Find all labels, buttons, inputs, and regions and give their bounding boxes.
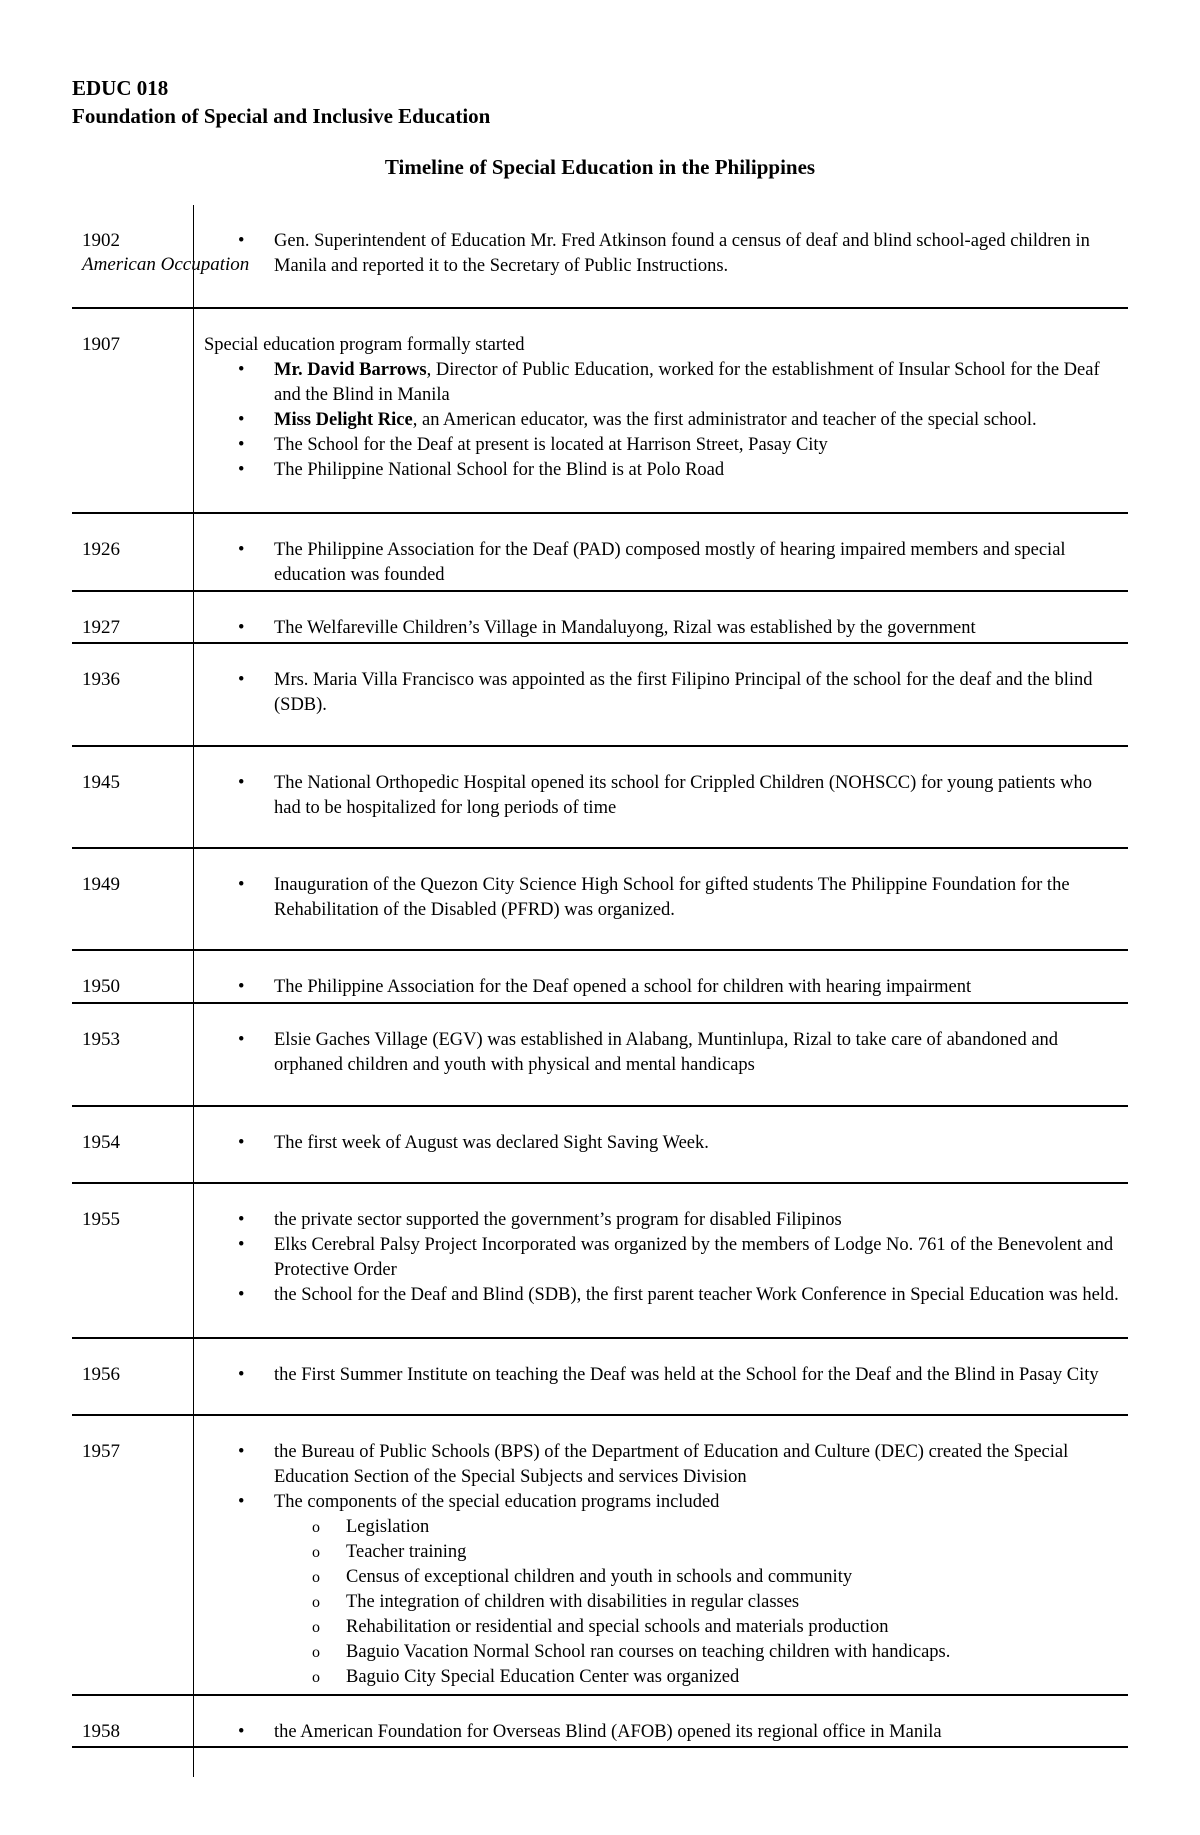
timeline-content	[204, 616, 1120, 641]
sub-list-item: o Rehabilitation or residential and special schools and materials production	[204, 1615, 1120, 1640]
sub-list-item: o Baguio Vacation Normal School ran courses on teaching children with handicaps.	[204, 1640, 1120, 1665]
timeline-row-1927	[72, 592, 1128, 644]
timeline-row-1956	[72, 1339, 1128, 1416]
list-item: • The Welfareville Children’s Village in Mandaluyong, Rizal was established by the government	[204, 616, 1120, 641]
list-item: • the private sector supported the government’s program for disabled Filipinos	[204, 1208, 1120, 1233]
timeline-row-1955	[72, 1184, 1128, 1339]
list-item: • the First Summer Institute on teaching the Deaf was held at the School for the Deaf and the Blind in Pasay City	[204, 1363, 1120, 1388]
list-item: • The Philippine Association for the Deaf opened a school for children with hearing impairment	[204, 975, 1120, 1000]
timeline-row-1958	[72, 1696, 1128, 1748]
list-item: • Elks Cerebral Palsy Project Incorporated was organized by the members of Lodge No. 761 of the Benevolent and Protective Order	[204, 1233, 1120, 1283]
list-item: • The Philippine Association for the Deaf (PAD) composed mostly of hearing impaired members and special education was founded	[204, 538, 1120, 588]
course-title: Foundation of Special and Inclusive Education	[72, 104, 491, 128]
timeline-content	[204, 333, 1120, 483]
list-item: • the Bureau of Public Schools (BPS) of the Department of Education and Culture (DEC) created the Special Education Section of the Special Subjects and services Division	[204, 1440, 1120, 1490]
timeline-year: 1902 American Occupation	[82, 230, 250, 275]
timeline-content	[204, 1131, 1120, 1156]
timeline-row-1953	[72, 1004, 1128, 1107]
timeline-row-1936	[72, 644, 1128, 747]
timeline-row-1945	[72, 747, 1128, 849]
timeline-content	[204, 538, 1120, 588]
timeline-content	[204, 1363, 1120, 1388]
timeline-year: 1958	[82, 1721, 120, 1742]
sub-list-item: o Teacher training	[204, 1540, 1120, 1565]
timeline-row-1949	[72, 849, 1128, 951]
timeline-year: 1949	[82, 874, 120, 895]
timeline-row-1954	[72, 1107, 1128, 1184]
list-item: • The Philippine National School for the Blind is at Polo Road	[204, 458, 1120, 483]
list-item: • The National Orthopedic Hospital opened its school for Crippled Children (NOHSCC) for young patients who had to be hospitalized for long periods of time	[204, 771, 1120, 821]
timeline-year: 1936	[82, 669, 120, 690]
list-item: • the American Foundation for Overseas Blind (AFOB) opened its regional office in Manila	[204, 1720, 1120, 1745]
document-title: Timeline of Special Education in the Philippines	[384, 155, 816, 179]
timeline-year: 1950	[82, 976, 120, 997]
list-item: • The components of the special education programs included	[204, 1490, 1120, 1515]
timeline-year: 1953	[82, 1029, 120, 1050]
list-item: • The first week of August was declared Sight Saving Week.	[204, 1131, 1120, 1156]
timeline-intro: Special education program formally started	[204, 335, 525, 355]
course-code: EDUC 018	[72, 76, 169, 100]
course-header	[72, 74, 490, 130]
timeline-year: 1926	[82, 539, 120, 560]
timeline-row-1957	[72, 1416, 1128, 1696]
list-item: • Mr. David Barrows, Director of Public Education, worked for the establishment of Insular School for the Deaf and the Blind in Manila	[204, 358, 1120, 408]
timeline-content	[204, 771, 1120, 821]
sub-list-item: o Baguio City Special Education Center was organized	[204, 1665, 1120, 1690]
timeline-year: 1955	[82, 1209, 120, 1230]
list-item: • the School for the Deaf and Blind (SDB), the first parent teacher Work Conference in Special Education was held.	[204, 1283, 1120, 1308]
timeline-content	[204, 975, 1120, 1000]
timeline-content	[204, 1720, 1120, 1745]
timeline-year: 1957	[82, 1441, 120, 1462]
list-item: • Gen. Superintendent of Education Mr. Fred Atkinson found a census of deaf and blind school-aged children in Manila and reported it to the Secretary of Public Instructions.	[204, 229, 1120, 279]
timeline-content	[204, 1440, 1120, 1690]
list-item: • Elsie Gaches Village (EGV) was established in Alabang, Muntinlupa, Rizal to take care of abandoned and orphaned children and youth with physical and mental handicaps	[204, 1028, 1120, 1078]
timeline-content	[204, 668, 1120, 718]
timeline-year: 1945	[82, 772, 120, 793]
timeline-row-1902	[72, 205, 1128, 309]
timeline-content	[204, 873, 1120, 923]
list-item: • Mrs. Maria Villa Francisco was appointed as the first Filipino Principal of the school for the deaf and the blind (SDB).	[204, 668, 1120, 718]
sub-list	[204, 1515, 1120, 1690]
list-item: • The School for the Deaf at present is located at Harrison Street, Pasay City	[204, 433, 1120, 458]
timeline-content	[204, 1028, 1120, 1078]
timeline-row-1907	[72, 309, 1128, 514]
timeline-row-1926	[72, 514, 1128, 592]
timeline-row-1950	[72, 951, 1128, 1004]
sub-list-item: o The integration of children with disabilities in regular classes	[204, 1590, 1120, 1615]
timeline-era: American Occupation	[82, 254, 250, 275]
timeline-content	[204, 229, 1120, 279]
list-item: • Miss Delight Rice, an American educator, was the first administrator and teacher of the special school.	[204, 408, 1120, 433]
sub-list-item: o Legislation	[204, 1515, 1120, 1540]
timeline-year: 1956	[82, 1364, 120, 1385]
list-item: • Inauguration of the Quezon City Science High School for gifted students The Philippine Foundation for the Rehabilitation of the Disabled (PFRD) was organized.	[204, 873, 1120, 923]
timeline-content	[204, 1208, 1120, 1308]
sub-list-item: o Census of exceptional children and youth in schools and community	[204, 1565, 1120, 1590]
timeline-year: 1907	[82, 334, 120, 355]
timeline-year: 1954	[82, 1132, 120, 1153]
timeline-year: 1927	[82, 617, 120, 638]
